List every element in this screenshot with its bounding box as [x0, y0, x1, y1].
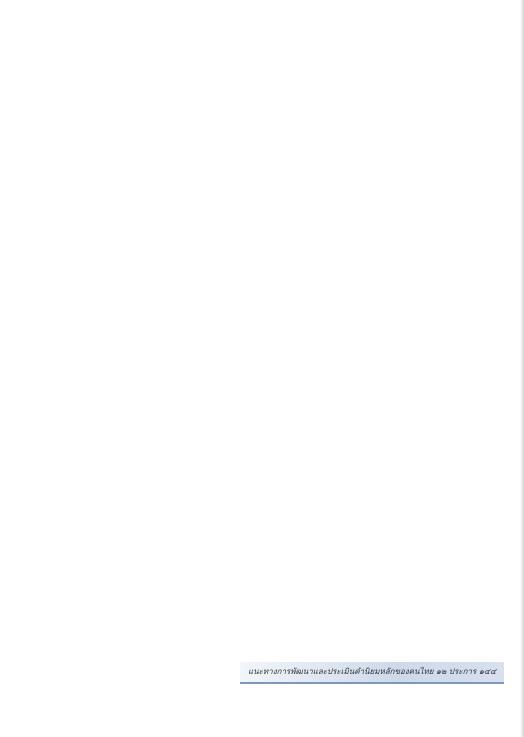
body-text [88, 18, 486, 22]
page-edge-shadow [520, 0, 524, 737]
footer-text: แนะทางการพัฒนาและประเมินคำนิยมหลักของคนไทย ๑๒ ประการ [248, 667, 477, 676]
page-number: ๑๔๔ [478, 667, 496, 676]
footer-bar [240, 662, 504, 684]
